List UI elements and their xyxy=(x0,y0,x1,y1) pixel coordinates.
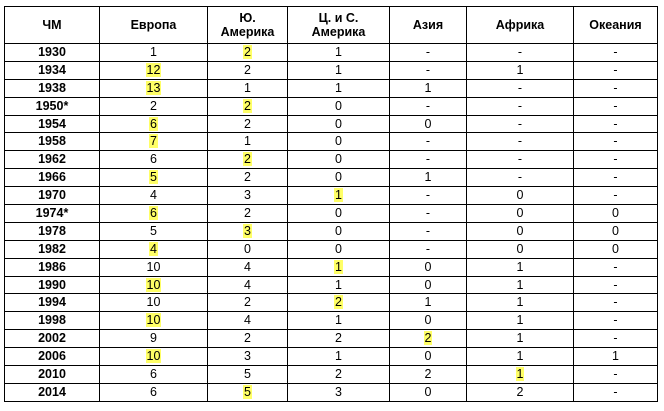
cell-oceania xyxy=(574,366,658,384)
value: 2 xyxy=(244,62,251,77)
year-cell: 1966 xyxy=(5,169,100,187)
value: - xyxy=(613,62,618,77)
cell-europe xyxy=(100,348,208,366)
world-cup-continents-table xyxy=(4,6,658,402)
value: 0 xyxy=(244,241,251,256)
value: 0 xyxy=(335,116,342,131)
cell-asia xyxy=(390,133,467,151)
cell-central-north-america xyxy=(288,169,390,187)
year-cell: 1974* xyxy=(5,205,100,223)
cell-asia xyxy=(390,276,467,294)
cell-south-america xyxy=(208,205,288,223)
cell-oceania xyxy=(574,79,658,97)
cell-oceania xyxy=(574,44,658,62)
value: 10 xyxy=(146,259,161,274)
cell-africa xyxy=(467,151,574,169)
cell-central-north-america xyxy=(288,222,390,240)
cell-central-north-america xyxy=(288,276,390,294)
value: - xyxy=(517,152,523,167)
value: - xyxy=(517,98,523,113)
value: - xyxy=(425,205,431,220)
cell-central-north-america xyxy=(288,115,390,133)
cell-south-america xyxy=(208,61,288,79)
value: - xyxy=(517,170,523,185)
cell-europe xyxy=(100,366,208,384)
value: - xyxy=(425,134,431,149)
year-cell: 1998 xyxy=(5,312,100,330)
cell-africa xyxy=(467,294,574,312)
cell-asia xyxy=(390,348,467,366)
highlighted-value: 10 xyxy=(146,349,161,364)
value: 0 xyxy=(516,188,524,203)
year-cell: 2010 xyxy=(5,366,100,384)
cell-africa xyxy=(467,169,574,187)
value: 1 xyxy=(516,62,524,77)
value: 4 xyxy=(244,313,251,328)
table-row xyxy=(5,151,658,169)
value: 3 xyxy=(335,384,342,399)
cell-south-america xyxy=(208,151,288,169)
cell-europe xyxy=(100,383,208,401)
value: - xyxy=(613,331,618,346)
highlighted-value: 1 xyxy=(335,188,342,203)
cell-africa xyxy=(467,330,574,348)
cell-asia xyxy=(390,187,467,205)
value: - xyxy=(517,134,523,149)
value: - xyxy=(517,116,523,131)
highlighted-value: 5 xyxy=(150,170,157,185)
cell-south-america xyxy=(208,383,288,401)
header-africa: Африка xyxy=(467,7,574,44)
cell-oceania xyxy=(574,61,658,79)
year-cell: 1978 xyxy=(5,222,100,240)
cell-europe xyxy=(100,133,208,151)
cell-europe xyxy=(100,61,208,79)
value: 0 xyxy=(424,384,432,399)
highlighted-value: 2 xyxy=(424,331,432,346)
cell-oceania xyxy=(574,115,658,133)
cell-south-america xyxy=(208,348,288,366)
value: 1 xyxy=(612,349,619,364)
value: - xyxy=(613,277,618,292)
cell-central-north-america xyxy=(288,240,390,258)
value: 1 xyxy=(244,134,251,149)
value: 0 xyxy=(335,98,342,113)
cell-africa xyxy=(467,366,574,384)
table-row xyxy=(5,222,658,240)
cell-oceania xyxy=(574,169,658,187)
cell-asia xyxy=(390,151,467,169)
table-row xyxy=(5,312,658,330)
value: 9 xyxy=(150,331,157,346)
value: 2 xyxy=(244,205,251,220)
value: - xyxy=(613,313,618,328)
value: 1 xyxy=(335,44,342,59)
year-cell: 1934 xyxy=(5,61,100,79)
cell-europe xyxy=(100,294,208,312)
value: 1 xyxy=(335,349,342,364)
table-row xyxy=(5,61,658,79)
value: 3 xyxy=(244,188,251,203)
header-europe: Европа xyxy=(100,7,208,44)
value: 1 xyxy=(424,80,432,95)
cell-europe xyxy=(100,258,208,276)
cell-europe xyxy=(100,115,208,133)
value: - xyxy=(425,241,431,256)
cell-south-america xyxy=(208,222,288,240)
year-cell: 1954 xyxy=(5,115,100,133)
cell-central-north-america xyxy=(288,294,390,312)
cell-south-america xyxy=(208,169,288,187)
cell-central-north-america xyxy=(288,205,390,223)
year-cell: 1938 xyxy=(5,79,100,97)
table-row xyxy=(5,205,658,223)
value: - xyxy=(425,44,431,59)
value: 0 xyxy=(335,223,342,238)
cell-asia xyxy=(390,258,467,276)
value: 2 xyxy=(335,366,342,381)
table-row xyxy=(5,348,658,366)
highlighted-value: 12 xyxy=(146,62,161,77)
cell-central-north-america xyxy=(288,151,390,169)
value: 1 xyxy=(335,277,342,292)
cell-europe xyxy=(100,79,208,97)
value: 0 xyxy=(424,259,432,274)
cell-oceania xyxy=(574,312,658,330)
value: 5 xyxy=(150,223,157,238)
cell-central-north-america xyxy=(288,330,390,348)
cell-south-america xyxy=(208,312,288,330)
cell-asia xyxy=(390,366,467,384)
cell-asia xyxy=(390,61,467,79)
highlighted-value: 10 xyxy=(146,313,161,328)
value: - xyxy=(517,44,523,59)
cell-europe xyxy=(100,312,208,330)
value: 1 xyxy=(516,259,524,274)
cell-south-america xyxy=(208,240,288,258)
cell-central-north-america xyxy=(288,187,390,205)
value: 1 xyxy=(424,170,432,185)
highlighted-value: 6 xyxy=(150,116,157,131)
cell-europe xyxy=(100,151,208,169)
highlighted-value: 2 xyxy=(244,44,251,59)
table-row xyxy=(5,383,658,401)
value: - xyxy=(425,152,431,167)
cell-asia xyxy=(390,222,467,240)
value: - xyxy=(613,134,618,149)
cell-oceania xyxy=(574,205,658,223)
cell-central-north-america xyxy=(288,61,390,79)
cell-south-america xyxy=(208,258,288,276)
cell-africa xyxy=(467,44,574,62)
value: 1 xyxy=(424,295,432,310)
cell-africa xyxy=(467,240,574,258)
cell-europe xyxy=(100,205,208,223)
cell-central-north-america xyxy=(288,44,390,62)
value: 6 xyxy=(150,384,157,399)
cell-central-north-america xyxy=(288,366,390,384)
cell-south-america xyxy=(208,294,288,312)
cell-south-america xyxy=(208,187,288,205)
value: 1 xyxy=(244,80,251,95)
year-cell: 1930 xyxy=(5,44,100,62)
value: - xyxy=(613,366,618,381)
header-asia: Азия xyxy=(390,7,467,44)
cell-south-america xyxy=(208,97,288,115)
table-row xyxy=(5,133,658,151)
cell-oceania xyxy=(574,151,658,169)
value: - xyxy=(613,44,618,59)
cell-oceania xyxy=(574,97,658,115)
highlighted-value: 2 xyxy=(335,295,342,310)
cell-africa xyxy=(467,133,574,151)
header-oceania: Океания xyxy=(574,7,658,44)
value: - xyxy=(613,384,618,399)
value: 0 xyxy=(612,223,619,238)
cell-south-america xyxy=(208,276,288,294)
header-row xyxy=(5,7,658,44)
value: 1 xyxy=(516,295,524,310)
cell-central-north-america xyxy=(288,312,390,330)
cell-africa xyxy=(467,97,574,115)
cell-oceania xyxy=(574,133,658,151)
cell-europe xyxy=(100,276,208,294)
table-row xyxy=(5,97,658,115)
year-cell: 1970 xyxy=(5,187,100,205)
value: 0 xyxy=(516,223,524,238)
cell-asia xyxy=(390,115,467,133)
value: 4 xyxy=(244,277,251,292)
cell-south-america xyxy=(208,330,288,348)
cell-asia xyxy=(390,205,467,223)
value: 0 xyxy=(516,205,524,220)
highlighted-value: 2 xyxy=(244,152,251,167)
cell-africa xyxy=(467,79,574,97)
cell-asia xyxy=(390,79,467,97)
cell-oceania xyxy=(574,348,658,366)
cell-africa xyxy=(467,205,574,223)
value: 0 xyxy=(335,241,342,256)
table-row xyxy=(5,115,658,133)
cell-europe xyxy=(100,97,208,115)
highlighted-value: 7 xyxy=(150,134,157,149)
cell-oceania xyxy=(574,258,658,276)
cell-europe xyxy=(100,187,208,205)
value: 0 xyxy=(424,313,432,328)
value: 2 xyxy=(150,98,157,113)
value: 2 xyxy=(335,331,342,346)
cell-oceania xyxy=(574,330,658,348)
value: 1 xyxy=(516,349,524,364)
value: 4 xyxy=(150,188,157,203)
value: 0 xyxy=(335,134,342,149)
value: - xyxy=(613,295,618,310)
value: - xyxy=(613,170,618,185)
value: - xyxy=(613,80,618,95)
cell-asia xyxy=(390,312,467,330)
value: 1 xyxy=(516,313,524,328)
cell-africa xyxy=(467,312,574,330)
highlighted-value: 2 xyxy=(244,98,251,113)
table-row xyxy=(5,187,658,205)
table-row xyxy=(5,169,658,187)
value: 0 xyxy=(516,241,524,256)
header-central-north-america: Ц. и С. Америка xyxy=(288,7,390,44)
cell-oceania xyxy=(574,294,658,312)
value: 6 xyxy=(150,152,157,167)
value: 2 xyxy=(516,384,524,399)
year-cell: 1986 xyxy=(5,258,100,276)
value: 2 xyxy=(244,116,251,131)
cell-oceania xyxy=(574,276,658,294)
value: - xyxy=(613,188,618,203)
cell-oceania xyxy=(574,222,658,240)
value: 6 xyxy=(150,366,157,381)
highlighted-value: 13 xyxy=(146,80,161,95)
value: - xyxy=(613,259,618,274)
value: - xyxy=(425,223,431,238)
value: 2 xyxy=(244,295,251,310)
value: 1 xyxy=(335,80,342,95)
year-cell: 1958 xyxy=(5,133,100,151)
cell-south-america xyxy=(208,79,288,97)
value: 1 xyxy=(150,44,157,59)
value: 0 xyxy=(612,241,619,256)
highlighted-value: 1 xyxy=(516,366,524,381)
cell-europe xyxy=(100,222,208,240)
cell-asia xyxy=(390,383,467,401)
value: 1 xyxy=(516,331,524,346)
table-row xyxy=(5,366,658,384)
highlighted-value: 10 xyxy=(146,277,161,292)
value: 3 xyxy=(244,349,251,364)
cell-africa xyxy=(467,222,574,240)
highlighted-value: 1 xyxy=(335,259,342,274)
highlighted-value: 4 xyxy=(150,241,157,256)
cell-africa xyxy=(467,276,574,294)
cell-central-north-america xyxy=(288,79,390,97)
cell-europe xyxy=(100,169,208,187)
year-cell: 1962 xyxy=(5,151,100,169)
table-row xyxy=(5,258,658,276)
value: 1 xyxy=(335,62,342,77)
year-cell: 2006 xyxy=(5,348,100,366)
table-row xyxy=(5,294,658,312)
value: - xyxy=(613,116,618,131)
header-world-cup: ЧМ xyxy=(5,7,100,44)
table-row xyxy=(5,330,658,348)
cell-europe xyxy=(100,240,208,258)
value: - xyxy=(613,152,618,167)
value: 0 xyxy=(424,116,432,131)
year-cell: 1994 xyxy=(5,294,100,312)
year-cell: 1982 xyxy=(5,240,100,258)
year-cell: 1990 xyxy=(5,276,100,294)
value: - xyxy=(425,188,431,203)
value: 0 xyxy=(335,170,342,185)
cell-asia xyxy=(390,97,467,115)
value: 0 xyxy=(335,205,342,220)
cell-europe xyxy=(100,44,208,62)
cell-africa xyxy=(467,61,574,79)
value: 0 xyxy=(424,277,432,292)
value: 1 xyxy=(516,277,524,292)
cell-south-america xyxy=(208,366,288,384)
table-row xyxy=(5,44,658,62)
highlighted-value: 5 xyxy=(244,384,251,399)
cell-south-america xyxy=(208,44,288,62)
highlighted-value: 6 xyxy=(150,205,157,220)
cell-oceania xyxy=(574,383,658,401)
value: 0 xyxy=(424,349,432,364)
header-south-america: Ю. Америка xyxy=(208,7,288,44)
table-row xyxy=(5,276,658,294)
cell-central-north-america xyxy=(288,348,390,366)
cell-africa xyxy=(467,383,574,401)
cell-oceania xyxy=(574,187,658,205)
value: 4 xyxy=(244,259,251,274)
cell-africa xyxy=(467,258,574,276)
table-row xyxy=(5,240,658,258)
value: - xyxy=(425,62,431,77)
value: 0 xyxy=(612,205,619,220)
value: 1 xyxy=(335,313,342,328)
value: 5 xyxy=(244,366,251,381)
value: 2 xyxy=(424,366,432,381)
cell-europe xyxy=(100,330,208,348)
cell-central-north-america xyxy=(288,133,390,151)
cell-central-north-america xyxy=(288,383,390,401)
year-cell: 2002 xyxy=(5,330,100,348)
value: 2 xyxy=(244,170,251,185)
value: 2 xyxy=(244,331,251,346)
cell-asia xyxy=(390,240,467,258)
cell-africa xyxy=(467,348,574,366)
cell-south-america xyxy=(208,133,288,151)
value: - xyxy=(425,98,431,113)
value: 10 xyxy=(146,295,161,310)
cell-south-america xyxy=(208,115,288,133)
cell-central-north-america xyxy=(288,97,390,115)
cell-asia xyxy=(390,294,467,312)
value: 0 xyxy=(335,152,342,167)
cell-oceania xyxy=(574,240,658,258)
table-row xyxy=(5,79,658,97)
highlighted-value: 3 xyxy=(244,223,251,238)
cell-asia xyxy=(390,44,467,62)
value: - xyxy=(613,98,618,113)
cell-africa xyxy=(467,115,574,133)
cell-asia xyxy=(390,330,467,348)
cell-africa xyxy=(467,187,574,205)
cell-central-north-america xyxy=(288,258,390,276)
year-cell: 1950* xyxy=(5,97,100,115)
cell-asia xyxy=(390,169,467,187)
year-cell: 2014 xyxy=(5,383,100,401)
value: - xyxy=(517,80,523,95)
